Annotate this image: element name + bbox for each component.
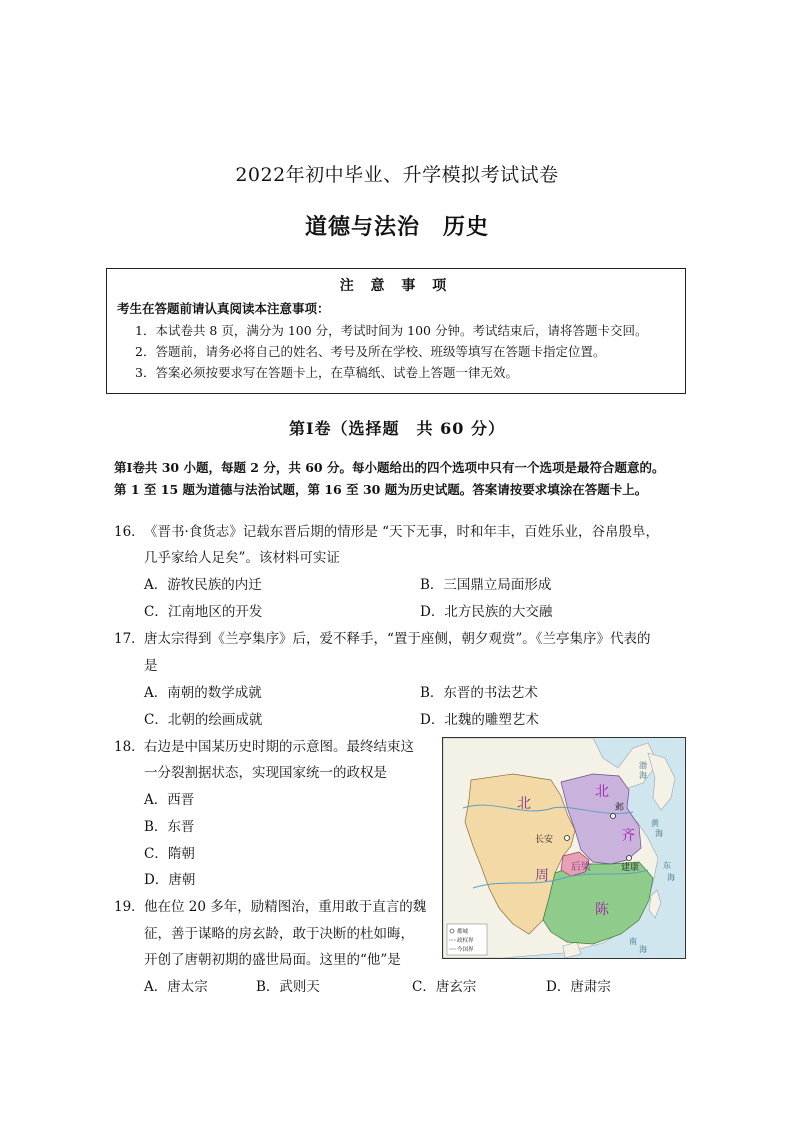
label-northern-zhou-1: 北 — [517, 796, 531, 812]
question-18-line: 一分裂割据状态，实现国家统一的政权是 — [144, 765, 387, 781]
label-northern-qi-2: 齐 — [621, 828, 635, 844]
instruction-line: 第 1 至 15 题为道德与法治试题，第 16 至 30 题为历史试题。答案请按要求填涂在答题卡上。 — [114, 482, 648, 497]
sea-label: 南 — [629, 937, 637, 946]
notice-lead: 考生在答题前请认真阅读本注意事项： — [117, 301, 330, 316]
question-16-option-b[interactable]: B．三国鼎立局面形成 — [420, 577, 552, 593]
section-title: 第Ⅰ卷（选择题 共 60 分） — [289, 419, 505, 438]
city-label-jiankang: 建康 — [621, 863, 640, 873]
question-18-line: 右边是中国某历史时期的示意图。最终结束这 — [144, 739, 414, 755]
sea-label: 海 — [639, 771, 647, 780]
legend-capital-label: 都城 — [457, 929, 469, 935]
question-19-number: 19． — [114, 899, 145, 915]
legend-capital-icon — [450, 929, 454, 933]
label-northern-zhou-2: 周 — [535, 868, 549, 884]
notice-item: 3．答案必须按要求写在答题卡上，在草稿纸、试卷上答题一律无效。 — [135, 365, 518, 380]
city-label-changan: 长安 — [535, 835, 554, 845]
sea-label: 黄 — [651, 819, 659, 828]
sea-label: 海 — [639, 945, 647, 954]
sea-label: 东 — [663, 861, 671, 870]
question-19-line: 征，善于谋略的房玄龄，敢于决断的杜如晦， — [144, 926, 414, 942]
question-16-line: 《晋书·食货志》记载东晋后期的情形是 “天下无事，时和年丰，百姓乐业，谷帛殷阜， — [144, 524, 659, 540]
question-19-option-b[interactable]: B．武则天 — [256, 979, 320, 995]
label-northern-qi-1: 北 — [595, 784, 609, 800]
question-16-line: 几乎家给人足矣”。该材料可实证 — [144, 550, 340, 566]
exam-title: 2022年初中毕业、升学模拟考试试卷 — [235, 164, 559, 186]
capital-jiankang-marker — [627, 856, 632, 861]
notice-box — [106, 268, 686, 394]
question-18-number: 18． — [114, 739, 145, 755]
sea-label: 渤 — [639, 761, 647, 770]
question-16-number: 16． — [114, 524, 145, 540]
question-17-option-d[interactable]: D．北魏的雕塑艺术 — [420, 712, 539, 728]
question-16-option-a[interactable]: A．游牧民族的内迁 — [144, 577, 262, 593]
map-svg — [443, 738, 685, 958]
question-17-option-c[interactable]: C．北朝的绘画成就 — [144, 712, 263, 728]
question-19-option-d[interactable]: D．唐肃宗 — [546, 979, 611, 995]
legend-border-label: 今国界 — [457, 947, 474, 953]
question-17-number: 17． — [114, 631, 145, 647]
label-houliang: 后梁 — [571, 862, 591, 873]
sea-label: 海 — [667, 873, 675, 882]
question-18-option-c[interactable]: C．隋朝 — [144, 846, 195, 862]
instruction-line: 第Ⅰ卷共 30 小题，每题 2 分，共 60 分。每小题给出的四个选项中只有一个选项是最符合题意的。 — [114, 460, 665, 475]
capital-changan-marker — [565, 836, 570, 841]
label-chen: 陈 — [595, 902, 609, 918]
capital-ye-marker — [611, 814, 616, 819]
question-19-line: 开创了唐朝初期的盛世局面。这里的“他”是 — [144, 952, 401, 968]
section-instructions — [114, 457, 694, 501]
question-18-option-a[interactable]: A．西晋 — [144, 792, 195, 808]
question-17-option-b[interactable]: B．东晋的书法艺术 — [420, 685, 538, 701]
question-19-line: 他在位 20 多年，励精图治，重用敢于直言的魏 — [144, 899, 427, 915]
question-17-option-a[interactable]: A．南朝的数学成就 — [144, 685, 262, 701]
notice-item: 2．答题前，请务必将自己的姓名、考号及所在学校、班级等填写在答题卡指定位置。 — [135, 344, 606, 359]
question-17-line: 唐太宗得到《兰亭集序》后，爱不释手，“置于座侧，朝夕观赏”。《兰亭集序》代表的 — [144, 631, 651, 647]
exam-subtitle: 道德与法治 历史 — [304, 214, 489, 240]
notice-item: 1．本试卷共 8 页，满分为 100 分，考试时间为 100 分钟。考试结束后，请将答题卡交回。 — [135, 323, 648, 338]
question-18-option-d[interactable]: D．唐朝 — [144, 872, 196, 888]
question-18-option-b[interactable]: B．东晋 — [144, 819, 195, 835]
question-17-line: 是 — [144, 658, 158, 674]
question-19-option-c[interactable]: C．唐玄宗 — [412, 979, 477, 995]
notice-heading: 注 意 事 项 — [339, 278, 453, 294]
question-16-option-c[interactable]: C．江南地区的开发 — [144, 604, 263, 620]
question-19-option-a[interactable]: A．唐太宗 — [144, 979, 208, 995]
legend-boundary-label: 政权界 — [457, 938, 474, 944]
city-label-ye: 邺 — [615, 803, 625, 813]
question-16-option-d[interactable]: D．北方民族的大交融 — [420, 604, 553, 620]
historical-map — [442, 737, 686, 959]
sea-label: 海 — [655, 829, 663, 838]
